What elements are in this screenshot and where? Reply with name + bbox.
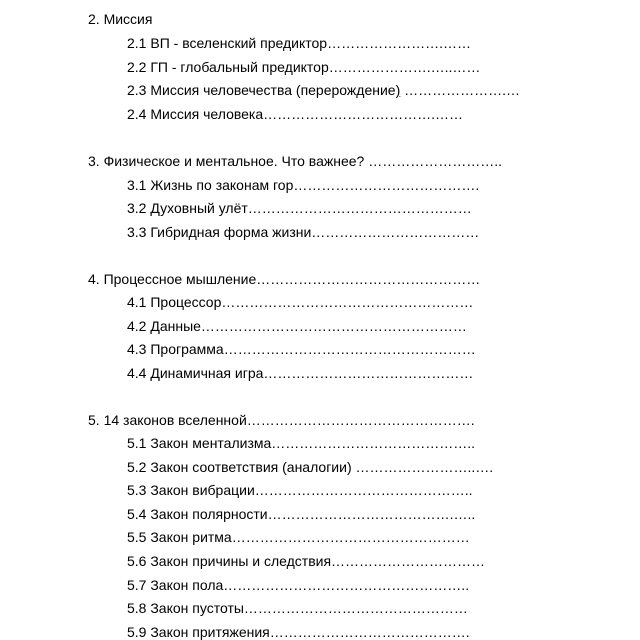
toc-item-2-4: 2.4 Миссия человека……………………………….……: [127, 106, 464, 122]
toc-item-3-1: 3.1 Жизнь по законам гор………………………………….: [127, 177, 480, 193]
toc-item-5-4: 5.4 Закон полярности………………………………….…..: [127, 506, 476, 522]
toc-item-4-3: 4.3 Программа………………………………………………: [127, 341, 476, 357]
toc-item-5-5: 5.5 Закон ритма……………………………………………: [127, 529, 470, 545]
toc-item-5-9: 5.9 Закон притяжения…………………………………….: [127, 624, 470, 640]
toc-section-4-heading: 4. Процессное мышление…………………………………………: [88, 271, 481, 287]
toc-item-2-3-dots: ………………….…: [400, 82, 521, 98]
toc-item-4-4: 4.4 Динамичная игра………………………………………: [127, 365, 474, 381]
toc-item-5-7: 5.7 Закон пола……………………………………………..: [127, 577, 470, 593]
toc-item-2-1: 2.1 ВП - вселенский предиктор…………………….……: [127, 35, 471, 51]
toc-section-3-heading: 3. Физическое и ментальное. Что важнее? ………………………..: [88, 153, 502, 169]
toc-item-5-2: 5.2 Закон соответствия (аналогии) ……………………..….: [127, 459, 494, 475]
toc-item-2-3-text: 2.3 Миссия человечества (перерождение: [127, 82, 396, 98]
toc-item-2-3: [127, 80, 520, 100]
toc-item-2-2: 2.2 ГП - глобальный предиктор………………….…..……: [127, 59, 481, 75]
toc-item-5-1: 5.1 Закон ментализма……………………………………..: [127, 435, 476, 451]
toc-section-5-heading: 5. 14 законов вселенной………………………………………….: [88, 412, 475, 428]
toc-item-3-3: 3.3 Гибридная форма жизни………………………………: [127, 224, 480, 240]
toc-item-4-2: 4.2 Данные…………………………………………………: [127, 318, 467, 334]
toc-section-2-heading: 2. Миссия: [88, 11, 153, 27]
toc-item-2-3-paren: ): [395, 82, 401, 98]
toc-item-5-8: 5.8 Закон пустоты…………………………………………: [127, 600, 468, 616]
toc-item-5-6: 5.6 Закон причины и следствия……………………………: [127, 553, 486, 569]
toc-item-3-2: 3.2 Духовный улёт…………………………………………: [127, 200, 472, 216]
toc-item-5-3: 5.3 Закон вибрации………………………………………..: [127, 482, 473, 498]
toc-item-4-1: 4.1 Процессор………………………………………………: [127, 294, 474, 310]
